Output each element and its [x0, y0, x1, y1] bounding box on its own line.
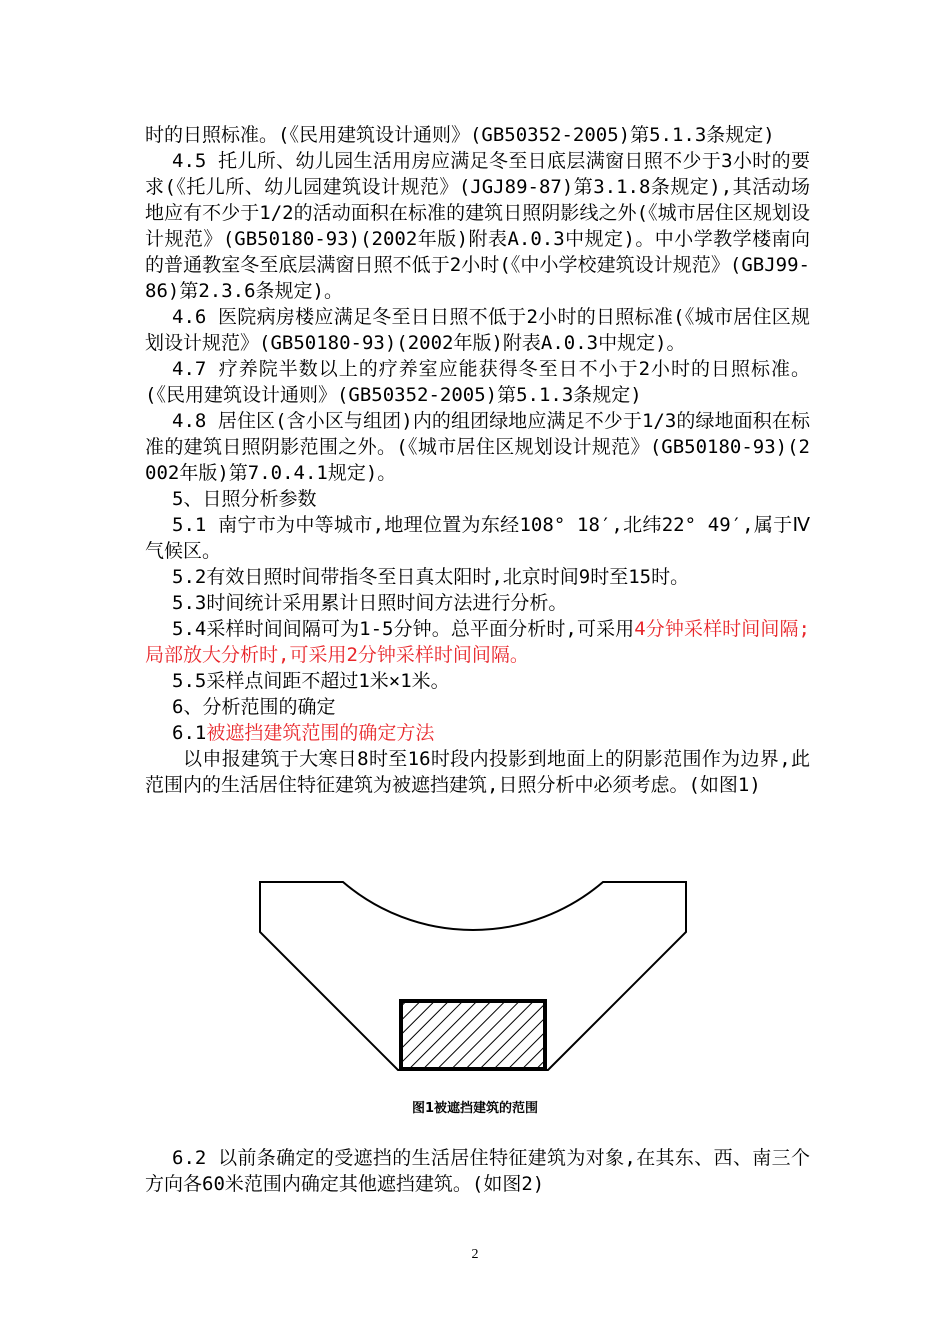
- figure-caption: 图1被遮挡建筑的范围: [411, 1101, 539, 1116]
- paragraph-5-3: 5.3时间统计采用累计日照时间方法进行分析。: [172, 592, 568, 614]
- paragraph-4-8: 4.8 居住区(含小区与组团)内的组团绿地应满足不少于1/3的绿地面积在标准的建筑日照阴影范围之外。(《城市居住区规划设计规范》(GB50180-93)(2002年版)第7.0.4.1规定)。: [145, 410, 810, 484]
- paragraph-4-6: 4.6 医院病房楼应满足冬至日日照不低于2小时的日照标准(《城市居住区规划设计规范》(GB50180-93)(2002年版)附表A.0.3中规定)。: [145, 306, 810, 354]
- body-text: [145, 122, 810, 798]
- applicant-building: [401, 1001, 545, 1069]
- body-text-after-figure: [145, 1145, 810, 1197]
- heading-6-1-number: 6.1: [172, 722, 207, 744]
- heading-section-6: 6、分析范围的确定: [172, 696, 336, 718]
- paragraph-5-1: 5.1 南宁市为中等城市,地理位置为东经108° 18′,北纬22° 49′,属于Ⅳ气候区。: [145, 514, 810, 562]
- paragraph-5-4-text: 5.4采样时间间隔可为1-5分钟。总平面分析时,可采用: [172, 618, 635, 640]
- shadow-range-figure: [258, 880, 688, 1072]
- heading-6-1: [145, 720, 810, 746]
- paragraph-5-4-highlight: 4分钟采样时间间隔;局部放大分析时,可采用2分钟采样时间间隔。: [145, 618, 810, 666]
- paragraph-5-5: 5.5采样点间距不超过1米×1米。: [172, 670, 450, 692]
- paragraph-4-5: 4.5 托儿所、幼儿园生活用房应满足冬至日底层满窗日照不少于3小时的要求(《托儿所、幼儿园建筑设计规范》(JGJ89-87)第3.1.8条规定),其活动场地应有不少于1/2的活动面积在标准的建筑日照阴影线之外(《城市居住区规划设计规范》(GB50180-93)(2002年版)附表A.0.3中规定)。中小学教学楼南向的普通教室冬至底层满窗日照不低于2小时(《中小学校建筑设计规范》(GBJ99-86)第2.3.6条规定)。: [145, 150, 810, 302]
- page-number: 2: [471, 1247, 479, 1262]
- heading-6-1-title: 被遮挡建筑范围的确定方法: [206, 722, 435, 744]
- paragraph-5-2: 5.2有效日照时间带指冬至日真太阳时,北京时间9时至15时。: [172, 566, 690, 588]
- paragraph-6-1-body: 以申报建筑于大寒日8时至16时段内投影到地面上的阴影范围作为边界,此范围内的生活居住特征建筑为被遮挡建筑,日照分析中必须考虑。(如图1): [145, 748, 810, 796]
- paragraph-continuation: 时的日照标准。(《民用建筑设计通则》(GB50352-2005)第5.1.3条规定): [145, 124, 775, 146]
- paragraph-5-4: [145, 616, 810, 668]
- paragraph-6-2: 6.2 以前条确定的受遮挡的生活居住特征建筑为对象,在其东、西、南三个方向各60米范围内确定其他遮挡建筑。(如图2): [145, 1147, 810, 1195]
- heading-section-5: 5、日照分析参数: [172, 488, 317, 510]
- paragraph-4-7: 4.7 疗养院半数以上的疗养室应能获得冬至日不小于2小时的日照标准。(《民用建筑设计通则》(GB50352-2005)第5.1.3条规定): [145, 358, 810, 406]
